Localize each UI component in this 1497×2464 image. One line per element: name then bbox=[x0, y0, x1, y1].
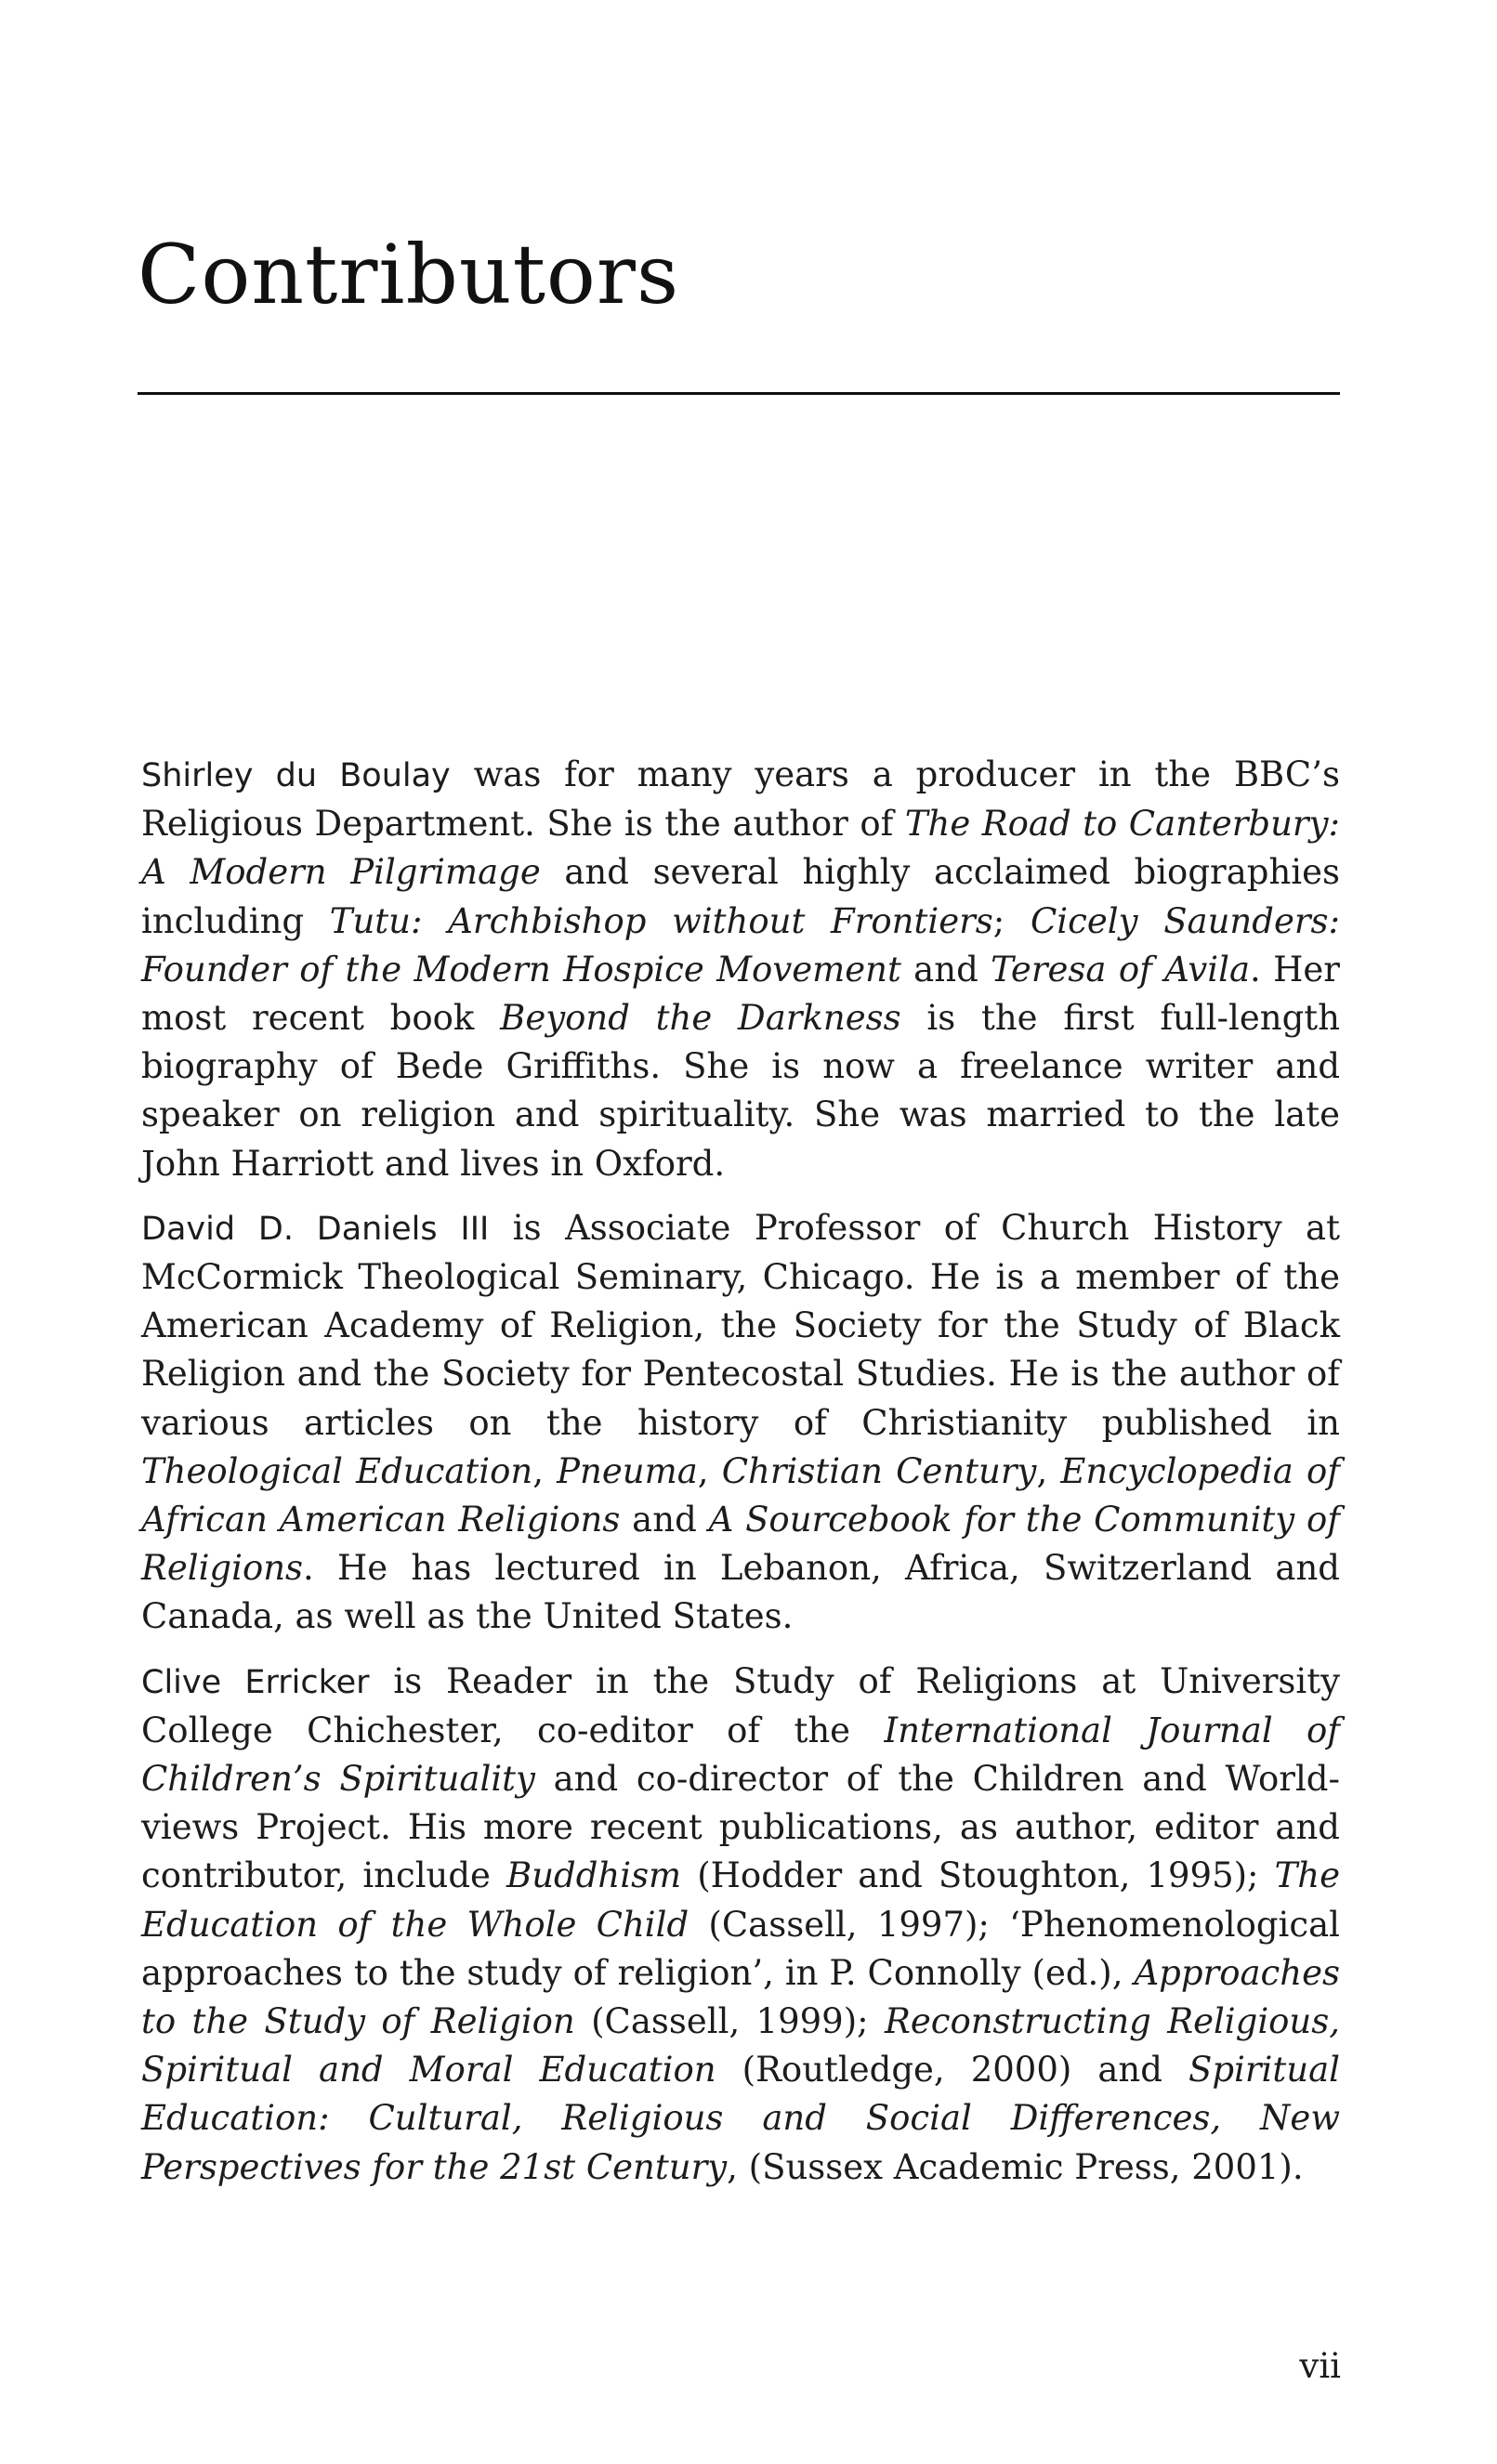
bio-text: , bbox=[532, 1450, 558, 1491]
bio-text: . He has lectured in Lebanon, Africa, Switzerland and Canada, as well as the United States. bbox=[141, 1548, 1340, 1637]
heading-rule bbox=[138, 392, 1340, 395]
contributor-bio bbox=[141, 1208, 1340, 1637]
italic-title: Christian Century bbox=[721, 1450, 1037, 1491]
bio-text: (Hodder and Stoughton, 1995); bbox=[681, 1855, 1275, 1896]
italic-title: Buddhism bbox=[506, 1855, 682, 1896]
bio-text: is Associate Professor of Church History at McCormick Theological Seminary, Chicago. He is a member of the American Academy of Religion, the Society for the Study of Black Religion and the Society for Pentecostal Studies. He is the author of various articles on the history of Christianity published in bbox=[141, 1207, 1340, 1443]
italic-title: Encyclopedia of African American Religions bbox=[141, 1450, 1340, 1540]
bio-text: (Cassell, 1997); ‘Phenomenological approaches to the study of religion’, in P. Connolly (ed.), bbox=[141, 1904, 1340, 1993]
contributor-name: Clive Erricker bbox=[141, 1663, 370, 1701]
italic-title: The Road to Canterbury: A Modern Pilgrimage bbox=[141, 804, 1340, 893]
contributor-entry bbox=[141, 751, 1340, 1188]
bio-text: (Routledge, 2000) and bbox=[716, 2050, 1188, 2090]
italic-title: The Education of the Whole Child bbox=[141, 1855, 1340, 1945]
bio-text: and co-director of the Children and Worldviews Project. His more recent publications, as author, editor and contributor, include bbox=[141, 1759, 1340, 1896]
page-heading: Contributors bbox=[138, 227, 680, 322]
bio-text: is Reader in the Study of Religions at University College Chichester, co-editor of the bbox=[141, 1660, 1340, 1750]
italic-title: Theological Education bbox=[141, 1450, 533, 1491]
bio-text: , (Sussex Academic Press, 2001). bbox=[727, 2146, 1304, 2187]
bio-text: and bbox=[620, 1500, 709, 1540]
italic-title: A Sourcebook for the Community of Religions bbox=[141, 1500, 1340, 1589]
italic-title: Tutu: Archbishop without Frontiers bbox=[329, 900, 993, 941]
italic-title: Spiritual Education: Cultural, Religious and Social Differences, New Perspectives for the 21st Century bbox=[141, 2050, 1340, 2187]
contributor-name: David D. Daniels III bbox=[141, 1210, 490, 1248]
italic-title: Pneuma bbox=[557, 1450, 698, 1491]
contributor-list bbox=[141, 751, 1340, 2208]
contributor-entry bbox=[141, 1204, 1340, 1642]
bio-text: was for many years a producer in the BBC’s Religious Department. She is the author of bbox=[141, 754, 1340, 845]
contributor-entry bbox=[141, 1658, 1340, 2192]
bio-text: , bbox=[1036, 1450, 1061, 1491]
bio-text: and several highly acclaimed biographies including bbox=[141, 852, 1340, 941]
bio-text: and bbox=[900, 949, 991, 990]
italic-title: International Journal of Children’s Spirituality bbox=[141, 1710, 1340, 1800]
bio-text: is the first full-length biography of Bede Griffiths. She is now a freelance writer and speaker on religion and spirituality. She was married to the late John Harriott and lives in Oxford. bbox=[141, 998, 1340, 1184]
contributor-bio bbox=[141, 1661, 1340, 2187]
bio-text: , bbox=[697, 1450, 722, 1491]
contributor-bio bbox=[141, 754, 1340, 1184]
italic-title: Cicely Saunders: Founder of the Modern Hospice Movement bbox=[141, 900, 1340, 990]
page-number: vii bbox=[1299, 2346, 1341, 2386]
italic-title: Teresa of Avila bbox=[991, 949, 1251, 990]
contributor-name: Shirley du Boulay bbox=[141, 757, 451, 794]
bio-text: . Her most recent book bbox=[141, 949, 1340, 1039]
italic-title: Approaches to the Study of Religion bbox=[141, 1952, 1340, 2042]
bio-text: ; bbox=[992, 900, 1031, 941]
italic-title: Reconstructing Religious, Spiritual and Moral Education bbox=[141, 2001, 1341, 2090]
italic-title: Beyond the Darkness bbox=[500, 998, 901, 1039]
bio-text: (Cassell, 1999); bbox=[574, 2001, 885, 2042]
